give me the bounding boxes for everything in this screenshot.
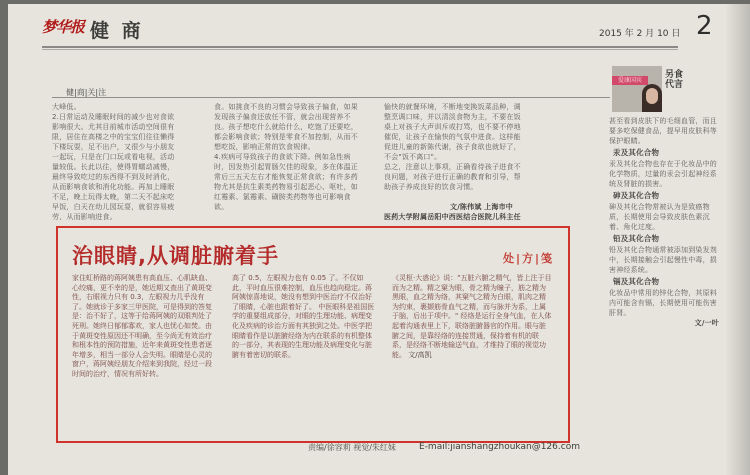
contact-email: E-mail:jianshangzhoukan@126.com [419,442,580,452]
article-block-middle: 食。如挑食不良的习惯会导致孩子偏食，如果发现孩子偏食还放任不管，就会出现营养不良。孩子想吃什么就给什么，吃饱了还要吃，都会影响食欲；特别是零食不加控制，从而不想吃饭，影响正常的饮食规律。 4.疾病可导致孩子的食欲下降。例如急性病时，因发热引起胃肠欠佳的现象，多在体温正常后三五天左右才能恢复正常食欲；有许多药物尤其是抗生素类药物易引起恶心、呕吐，如红霉素、氯霉素、磺胺类药物等也可影响食欲。 [214,103,358,211]
scan-edge-shadow [725,4,750,475]
right-section-heading: 汞及其化合物 [613,148,660,157]
header-rule [42,46,678,48]
right-column-byline: 文/一叶 [694,319,719,327]
column-tag: 健|商|关|注 [66,88,107,97]
right-column-intro: 甚至看到皮肤下的毛细血管，而且要多吃保健食品，提早用皮肤科等保护眼睛。 [609,117,717,145]
featured-byline: 文/高凯 [408,350,432,359]
issue-date: 2015 年 2 月 10 日 [599,29,681,39]
featured-column-3 [392,274,552,432]
ad-photo [612,66,662,112]
newspaper-logo: 梦华报 [42,18,85,36]
featured-article [56,226,570,443]
article-block-left: 大峰低。 2.日常运动及睡眠时间的减少也对食欲影响很大。尤其目前城市活动空间很有限，居住在高楼之中的宝宝们往往懒得下楼玩耍，足不出户，又很少与小朋友一起玩，只是在门口玩或看电视，活动量较低。长此以往，使得胃蠕动减慢，最终导致吃过的东西得不到及时消化，从而影响食欲和消化功能。再加上睡眠不足，晚上玩得太晚，第二天不起床吃早饭，白天在幼儿园玩耍，就很容易疲劳，从而影响进食。 [52,103,175,220]
ad-label: 爱康国宾 [612,76,648,85]
newspaper-page [8,4,750,475]
featured-column-1: 家住虹桥路的蒋阿姨患有高血压、心肌缺血、心绞痛，更不幸的是，她近期又查出了黄斑变性，右眼视力只有 0.3，左眼视力几乎没有了。她就诊于多家三甲医院，可是得到的答复是：治不好了，这等于给蒋阿姨的双眼判处了死刑。她终日郁郁寡欢，家人也忧心如焚。由于黄斑变性原因还不明确，至今尚无有效治疗和根本性的预防措施，近年来黄斑变性患者逐年增多，相当一部分人会失明。眼睛是心灵的窗户，蒋阿姨经朋友介绍来到我院，经过一段时间的治疗，情况有所好转。 [72,274,212,378]
editor-credit: 责编/徐容莉 视觉/朱红妹 [308,443,396,452]
right-section-text: 汞及其化合物也存在于化妆品中的化学物质，过量的汞会引起神经系统及肾脏的损害。 [609,160,717,188]
right-section-text: 砷及其化合物常被认为是致癌物质，长期使用会导致皮肤色素沉着、角化过度。 [609,203,710,231]
featured-column-2: 高了 0.5，左眼视力也有 0.05 了。不仅如此，平时血压很难控制，血压也趋向稳定。蒋阿姨惊喜地说，她没有想到中医治疗不仅治好了眼睛，心脏也跟着好了。 中医眼科是祖国医学的重要组成部分，对眼的生理功能、病理变化及疾病的诊治方面有其独到之处。中医学把眼睛看作是以脏腑经络为内在联系的有机整体的一部分，其表现的生理功能及病理变化与脏腑有着密切的联系。 [232,274,375,359]
ad-portrait-face [646,88,658,104]
right-column [609,116,719,426]
right-section-heading: 砷及其化合物 [613,191,660,200]
featured-column-tag: 处|方|笺 [502,252,554,265]
article-byline: 文/陈伟斌 上海市中 [450,203,513,211]
right-section-heading: 铅及其化合物 [613,234,660,243]
right-section-text: 铅及其化合物通常被添加到染发剂中，长期接触会引起慢性中毒，损害神经系统。 [609,246,717,274]
column-tag-rule [52,97,610,98]
featured-column-3-text: 《灵枢·大惑论》说："五脏六腑之精气，皆上注于目而为之精。精之窠为眼，骨之精为瞳子，筋之精为黑眼，血之精为络，其窠气之精为白眼，肌肉之精为约束，裹撷筋骨血气之精，而与脉并为系，上属于脑，后出于项中。" 经络是运行全身气血，在人体起着沟通表里上下，联络脏腑器官的作用。眼与脏腑之间，是靠经络的连接贯通，保持着有机的联系，是经络不断地输送气血，才维持了眼的视觉功能。 [392,274,552,359]
page-number: 2 [696,11,713,41]
right-section-text: 化妆品中常用的锌化合物，其原料内可能含有镉，长期使用可能伤害肝肾。 [609,289,717,317]
article-block-right: 愉快的就餐环境，不断地变换饭菜品种，调整烹调口味，并以清淡食物为主，不要在饭桌上对孩子大声训斥或打骂，也不要不停地催促，让孩子在愉快的气氛中进食。这样能促进儿童的新陈代谢，孩子食欲也就好了，不会"饭不离口"。 总之，注意以上事项，正确看待孩子进食不良问题，对孩子进行正确的教育和引导，帮助孩子养成良好的饮食习惯。 [384,103,521,191]
header-rule-thin [42,49,678,50]
featured-title: 治眼睛,从调脏腑着手 [72,244,279,268]
ad-side-text: 另食代言 [665,70,684,90]
article-byline-affiliation: 医药大学附属岳阳中西医结合医院儿科主任 [384,213,521,221]
right-section-heading: 镉及其化合物 [613,277,660,286]
section-title: 健 商 [90,20,144,42]
